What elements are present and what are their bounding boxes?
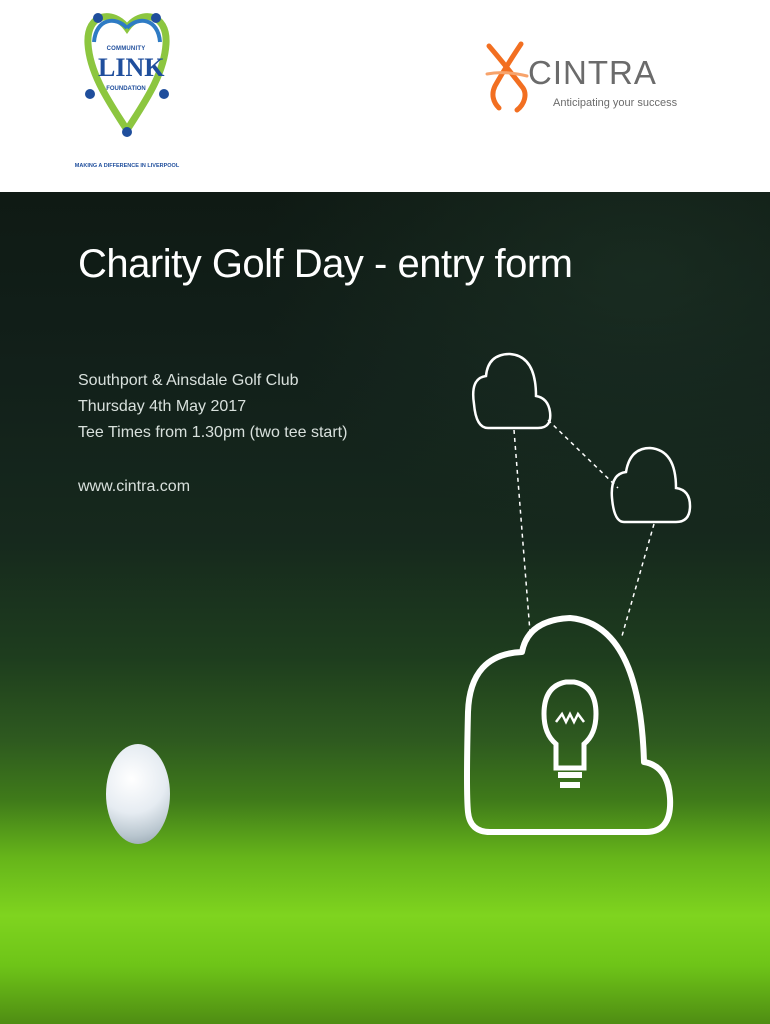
cloud-network-diagram bbox=[0, 192, 770, 1024]
cintra-wordmark: CINTRA bbox=[528, 54, 657, 91]
hero-banner bbox=[0, 192, 770, 1024]
medium-cloud-icon bbox=[612, 448, 690, 522]
large-cloud-lightbulb-icon bbox=[467, 618, 670, 832]
cintra-logo bbox=[483, 38, 683, 118]
cintra-mark-icon bbox=[483, 38, 533, 118]
connector-lines bbox=[514, 420, 654, 636]
venue-text: Southport & Ainsdale Golf Club bbox=[78, 372, 299, 389]
website-link[interactable]: www.cintra.com bbox=[78, 478, 191, 495]
header-band bbox=[0, 0, 770, 192]
small-cloud-icon bbox=[473, 354, 550, 428]
cintra-slogan: Anticipating your success bbox=[553, 97, 678, 109]
tee-times-text: Tee Times from 1.30pm (two tee start) bbox=[78, 424, 348, 441]
logo-line-link: LINK bbox=[98, 53, 165, 82]
logo-line-foundation: FOUNDATION bbox=[106, 86, 146, 92]
community-link-logo bbox=[72, 6, 182, 174]
logo-tagline: MAKING A DIFFERENCE IN LIVERPOOL bbox=[74, 163, 180, 169]
date-text: Thursday 4th May 2017 bbox=[78, 398, 247, 415]
logo-line-community: COMMUNITY bbox=[106, 46, 146, 52]
page-title: Charity Golf Day - entry form bbox=[78, 242, 573, 286]
